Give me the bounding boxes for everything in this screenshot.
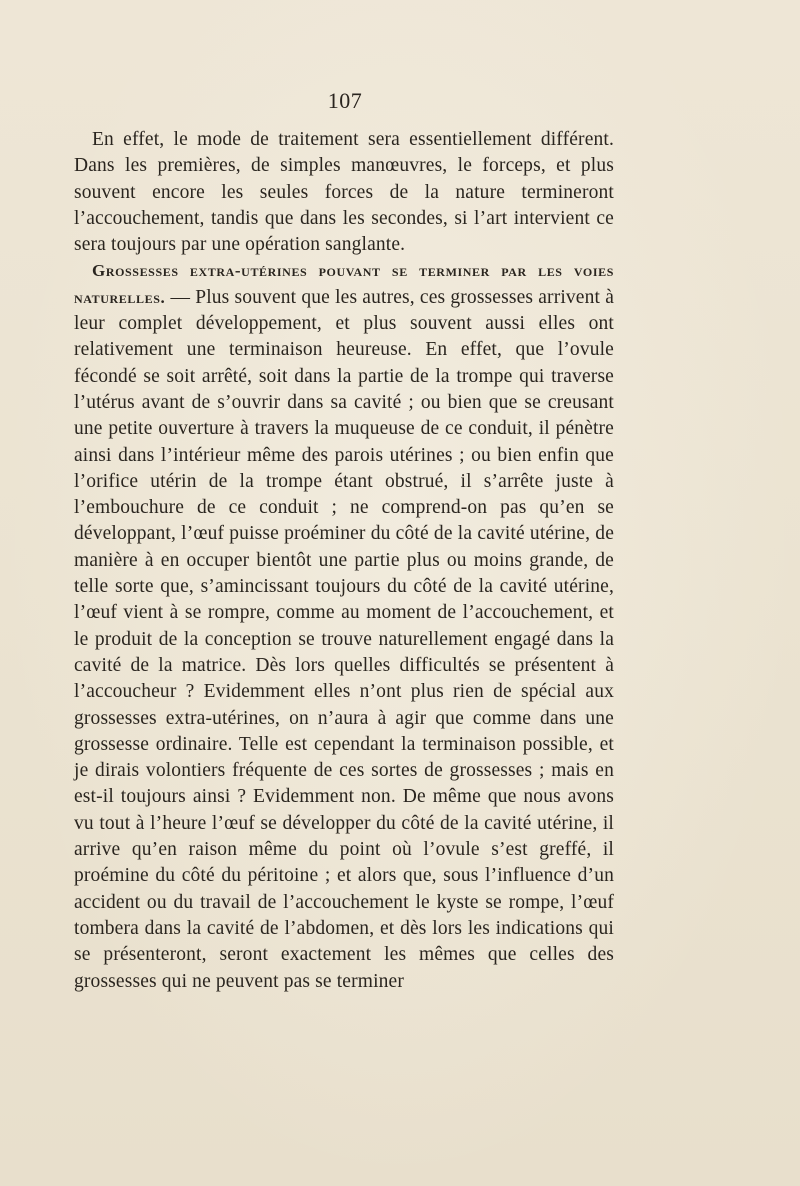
body-text	[74, 127, 614, 995]
paragraph-1: En effet, le mode de traitement sera essentiellement différent. Dans les premières, de simples manœuvres, le forceps, et plus souvent encore les seules forces de la nature termineront l’accouchement, tandis que dans les secondes, si l’art intervient ce sera toujours par une opération sanglante.	[74, 129, 614, 256]
section-heading: Grossesses extra-utérines pouvant se terminer par les voies naturelles.	[74, 261, 614, 307]
page-number: 107	[327, 88, 363, 113]
paragraph-2	[74, 258, 614, 994]
paragraph-2-text: — Plus souvent que les autres, ces grossesses arrivent à leur complet développement, et plus souvent aussi elles ont relativement une terminaison heureuse. En effet, que l’ovule fécondé se soit arrêté, soit dans la partie de la trompe qui traverse l’utérus avant de s’ouvrir dans sa cavité ; ou bien que se creusant une petite ouverture à travers la muqueuse de ce conduit, il pénètre ainsi dans l’intérieur même des parois utérines ; ou bien enfin que l’orifice utérin de la trompe étant obstrué, il s’arrête juste à l’embouchure de ce conduit ; ne comprend-on pas qu’en se développant, l’œuf puisse proéminer du côté de la cavité utérine, de manière à en occuper bientôt une partie plus ou moins grande, de telle sorte que, s’amincissant toujours du côté de la cavité utérine, l’œuf vient à se rompre, comme au moment de l’accouchement, et le produit de la conception se trouve naturellement engagé dans la cavité de la matrice. Dès lors quelles difficultés se présentent à l’accoucheur ? Evidemment elles n’ont plus rien de spécial aux grossesses extra-utérines, on n’aura à agir que comme dans une grossesse ordinaire. Telle est cependant la terminaison possible, et je dirais volontiers fréquente de ces sortes de grossesses ; mais en est-il toujours ainsi ? Evidemment non. De même que nous avons vu tout à l’heure l’œuf se développer du côté de la cavité utérine, il arrive qu’en raison même du point où l’ovule s’est greffé, il proémine du côté du péritoine ; et alors que, sous l’influence d’un accident ou du travail de l’accouchement le kyste se rompe, l’œuf tombera dans la cavité de l’abdomen, et dès lors les indications qui se présenteront, seront exactement les mêmes que celles des grossesses qui ne peuvent pas se terminer	[74, 286, 614, 992]
